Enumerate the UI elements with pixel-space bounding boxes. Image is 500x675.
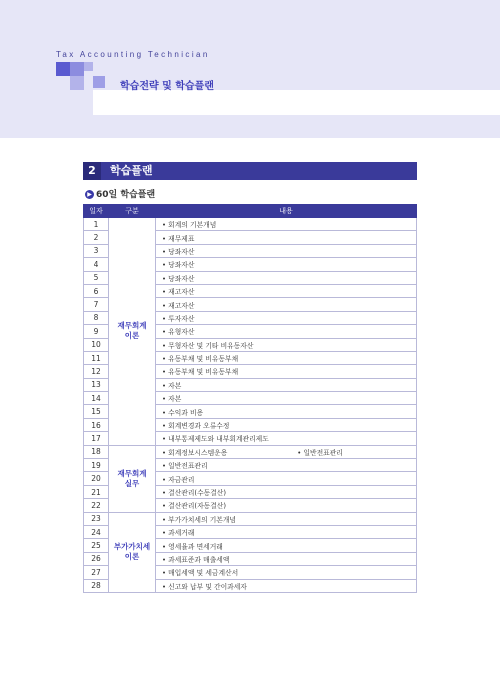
category-cell: 재무회계 실무 (109, 445, 156, 512)
content-text: 유동부채 및 비유동부채 (168, 355, 239, 364)
content-text: 결산관리(수동결산) (168, 489, 227, 497)
content-text: 신고와 납부 및 간이과세자 (168, 582, 247, 591)
content-text: 자본 (168, 395, 182, 404)
day-cell: 9 (84, 325, 109, 338)
content-text: 영세율과 면세거래 (168, 542, 223, 551)
content-extra-text: 일반전표관리 (303, 448, 343, 457)
day-cell: 11 (84, 351, 109, 364)
content-text: 당좌자산 (168, 247, 195, 256)
content-cell: • 부가가치세의 기본개념 (156, 512, 417, 525)
header-title: 학습전략 및 학습플랜 (120, 81, 214, 92)
content-extra: • 일반전표관리 (297, 448, 343, 457)
deco-square (70, 62, 84, 76)
content-cell: • 영세율과 면세거래 (156, 539, 417, 552)
header-title-strip (93, 90, 500, 115)
content-text: 당좌자산 (168, 274, 195, 283)
content-cell: • 신고와 납부 및 간이과세자 (156, 579, 417, 592)
column-header-content: 내용 (156, 205, 417, 218)
day-cell: 20 (84, 472, 109, 485)
table-row (84, 512, 417, 525)
content-text: 유형자산 (168, 328, 195, 337)
content-cell: • 회계의 기본개념 (156, 218, 417, 231)
table-row (84, 218, 417, 231)
day-cell: 16 (84, 418, 109, 431)
day-cell: 21 (84, 485, 109, 498)
content-cell: • 회계정보시스템운용 • 일반전표관리 (156, 445, 417, 458)
content-text: 유동부채 및 비유동부채 (168, 368, 239, 377)
day-cell: 3 (84, 244, 109, 257)
day-cell: 5 (84, 271, 109, 284)
deco-square (84, 62, 93, 71)
content-text: 자본 (168, 381, 182, 390)
content-cell: • 유형자산 (156, 325, 417, 338)
content-cell: • 과세거래 (156, 525, 417, 538)
content-cell: • 무형자산 및 기타 비유동자산 (156, 338, 417, 351)
day-cell: 26 (84, 552, 109, 565)
content-cell: • 매입세액 및 세금계산서 (156, 566, 417, 579)
content-text: 자금관리 (168, 475, 195, 484)
content-text: 당좌자산 (168, 261, 195, 270)
arrow-circle-icon: ▶ (85, 190, 94, 199)
deco-square (56, 62, 70, 76)
day-cell: 13 (84, 378, 109, 391)
content-text: 투자자산 (168, 314, 195, 323)
day-cell: 22 (84, 499, 109, 512)
content-cell: • 내부통제제도와 내부회계관리제도 (156, 432, 417, 445)
content-text: 회계변경과 오류수정 (168, 422, 230, 431)
content-cell: • 자본 (156, 392, 417, 405)
day-cell: 25 (84, 539, 109, 552)
day-cell: 17 (84, 432, 109, 445)
content-text: 재고자산 (168, 288, 195, 297)
content-cell: • 재고자산 (156, 298, 417, 311)
content-text: 무형자산 및 기타 비유동자산 (168, 341, 254, 350)
section-title: 학습플랜 (110, 164, 153, 177)
section-title-bar (83, 162, 417, 180)
content-text: 회계정보시스템운용 (168, 448, 228, 457)
column-header-day: 일자 (84, 205, 109, 218)
section-number: 2 (83, 162, 101, 180)
content-cell: • 결산관리(자동결산) (156, 499, 417, 512)
category-cell: 부가가치세 이론 (109, 512, 156, 592)
day-cell: 4 (84, 258, 109, 271)
day-cell: 28 (84, 579, 109, 592)
day-cell: 6 (84, 284, 109, 297)
content-text: 재무제표 (168, 234, 195, 243)
day-cell: 10 (84, 338, 109, 351)
deco-square (70, 76, 84, 90)
content-cell: • 결산관리(수동결산) (156, 485, 417, 498)
plan-subtitle (85, 187, 155, 200)
day-cell: 7 (84, 298, 109, 311)
content-text: 내부통제제도와 내부회계관리제도 (168, 435, 269, 444)
content-cell: • 당좌자산 (156, 271, 417, 284)
day-cell: 12 (84, 365, 109, 378)
plan-subtitle-text: 60일 학습플랜 (96, 190, 156, 200)
content-text: 회계의 기본개념 (168, 221, 217, 230)
table-row (84, 445, 417, 458)
content-cell: • 유동부채 및 비유동부채 (156, 351, 417, 364)
content-text: 수익과 비용 (168, 408, 204, 417)
day-cell: 14 (84, 392, 109, 405)
day-cell: 18 (84, 445, 109, 458)
category-cell: 재무회계 이론 (109, 218, 156, 446)
content-text: 매입세액 및 세금계산서 (168, 569, 239, 578)
content-cell: • 투자자산 (156, 311, 417, 324)
day-cell: 23 (84, 512, 109, 525)
content-cell: • 과세표준과 매출세액 (156, 552, 417, 565)
day-cell: 19 (84, 459, 109, 472)
content-cell: • 자본 (156, 378, 417, 391)
day-cell: 24 (84, 525, 109, 538)
content-text: 결산관리(자동결산) (168, 502, 227, 511)
content-cell: • 회계변경과 오류수정 (156, 418, 417, 431)
table-body (84, 218, 417, 593)
content-cell: • 당좌자산 (156, 244, 417, 257)
content-cell: • 재무제표 (156, 231, 417, 244)
content-cell: • 일반전표관리 (156, 459, 417, 472)
day-cell: 8 (84, 311, 109, 324)
content-cell: • 재고자산 (156, 284, 417, 297)
content-cell: • 자금관리 (156, 472, 417, 485)
study-plan-table (83, 204, 417, 593)
content-text: 과세거래 (168, 529, 195, 538)
content-text: 일반전표관리 (168, 462, 208, 471)
brand-text: Tax Accounting Technician (56, 50, 210, 59)
column-header-category: 구분 (109, 205, 156, 218)
day-cell: 15 (84, 405, 109, 418)
day-cell: 2 (84, 231, 109, 244)
content-cell: • 유동부채 및 비유동부채 (156, 365, 417, 378)
content-text: 재고자산 (168, 301, 195, 310)
content-text: 부가가치세의 기본개념 (168, 515, 236, 524)
deco-square (93, 76, 105, 88)
content-cell: • 당좌자산 (156, 258, 417, 271)
day-cell: 27 (84, 566, 109, 579)
content-text: 과세표준과 매출세액 (168, 555, 230, 564)
day-cell: 1 (84, 218, 109, 231)
content-cell: • 수익과 비용 (156, 405, 417, 418)
